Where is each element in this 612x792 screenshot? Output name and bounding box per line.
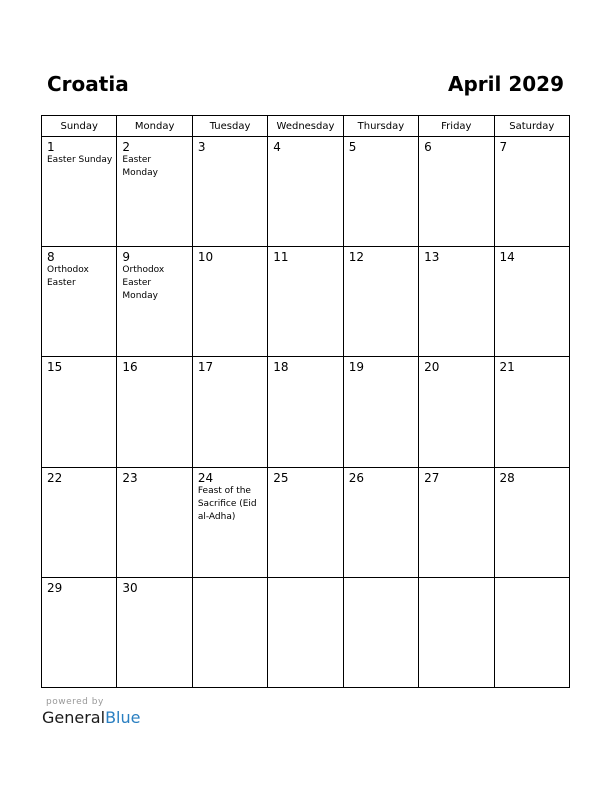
day-number: 23 — [122, 470, 138, 485]
day-cell — [192, 357, 267, 467]
day-cell — [419, 577, 494, 687]
day-cell — [494, 467, 569, 577]
day-cell — [42, 357, 117, 467]
week-row — [42, 247, 570, 357]
day-number: 10 — [197, 250, 214, 265]
day-number: 22 — [47, 470, 63, 485]
day-number: 8 — [47, 250, 55, 265]
day-number: 26 — [348, 470, 364, 485]
holiday-label: Feast of the Sacrifice (Eid al-Adha) — [197, 485, 257, 522]
day-number: 20 — [424, 360, 440, 375]
weekday-friday: Friday — [419, 116, 494, 137]
day-number: 11 — [273, 250, 289, 265]
day-cell — [343, 137, 418, 247]
holiday-label: Easter Monday — [122, 155, 158, 178]
weekday-header-row — [42, 116, 570, 137]
brand-logo — [42, 708, 140, 727]
week-row — [42, 577, 570, 687]
day-number: 25 — [273, 470, 289, 485]
holiday-label: Easter Sunday — [47, 155, 113, 165]
day-number: 24 — [197, 470, 214, 485]
day-number: 1 — [47, 140, 55, 154]
day-number: 28 — [499, 470, 515, 485]
day-cell — [42, 467, 117, 577]
day-cell — [343, 357, 418, 467]
day-cell — [42, 137, 117, 247]
week-row — [42, 467, 570, 577]
day-cell — [494, 577, 569, 687]
day-number: 6 — [424, 140, 432, 154]
day-cell — [343, 467, 418, 577]
day-number: 3 — [197, 140, 206, 154]
day-cell — [192, 137, 267, 247]
day-number: 21 — [499, 360, 515, 375]
day-cell — [117, 247, 192, 357]
day-cell — [117, 357, 192, 467]
day-cell — [117, 137, 192, 247]
day-number: 7 — [499, 140, 508, 154]
weekday-wednesday: Wednesday — [268, 116, 343, 137]
weekday-saturday: Saturday — [494, 116, 569, 137]
day-cell — [117, 467, 192, 577]
day-cell — [192, 247, 267, 357]
day-cell — [419, 467, 494, 577]
day-number: 19 — [348, 360, 364, 375]
day-cell — [268, 577, 343, 687]
day-cell — [268, 357, 343, 467]
day-number: 17 — [197, 360, 214, 375]
week-row — [42, 137, 570, 247]
day-cell — [42, 577, 117, 687]
day-number: 2 — [122, 140, 131, 154]
day-cell — [494, 357, 569, 467]
day-number: 16 — [122, 360, 138, 375]
day-cell — [419, 357, 494, 467]
day-number: 18 — [273, 360, 289, 375]
calendar-grid — [41, 115, 570, 688]
day-cell — [343, 247, 418, 357]
weekday-sunday: Sunday — [42, 116, 117, 137]
day-number: 12 — [348, 250, 364, 265]
powered-by-text: powered by — [46, 697, 104, 707]
weekday-thursday: Thursday — [343, 116, 418, 137]
day-cell — [192, 577, 267, 687]
brand-general: General — [42, 708, 106, 727]
holiday-label: Orthodox Easter Monday — [122, 265, 165, 302]
weekday-tuesday: Tuesday — [192, 116, 267, 137]
week-row — [42, 357, 570, 467]
day-cell — [268, 137, 343, 247]
day-cell — [494, 137, 569, 247]
day-cell — [419, 247, 494, 357]
day-cell — [494, 247, 569, 357]
day-cell — [192, 467, 267, 577]
month-title: April 2029 — [448, 72, 564, 96]
day-number: 29 — [47, 580, 63, 595]
day-cell — [42, 247, 117, 357]
day-number: 9 — [122, 250, 131, 265]
day-number: 14 — [499, 250, 515, 265]
day-cell — [419, 137, 494, 247]
brand-blue: Blue — [105, 708, 141, 727]
day-number: 13 — [424, 250, 440, 265]
country-title: Croatia — [47, 72, 129, 96]
day-number: 15 — [47, 360, 63, 375]
day-number: 30 — [122, 580, 138, 595]
day-cell — [117, 577, 192, 687]
day-number: 27 — [424, 470, 440, 485]
day-number: 4 — [273, 140, 281, 154]
day-cell — [268, 467, 343, 577]
day-number: 5 — [348, 140, 357, 154]
day-cell — [268, 247, 343, 357]
weekday-monday: Monday — [117, 116, 192, 137]
day-cell — [343, 577, 418, 687]
holiday-label: Orthodox Easter — [47, 265, 89, 289]
